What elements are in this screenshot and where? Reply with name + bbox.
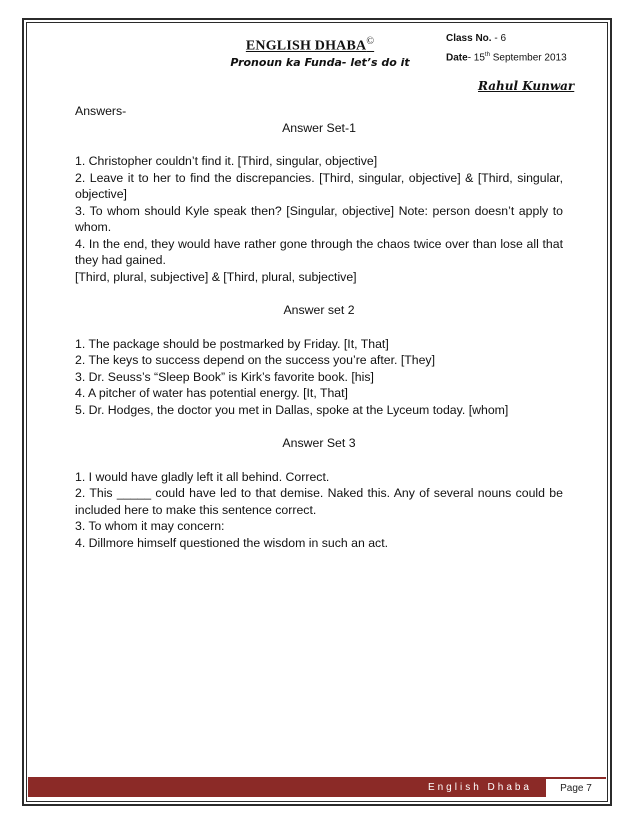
set2-line: 3. Dr. Seuss’s “Sleep Book” is Kirk’s favorite book. [his] (75, 369, 374, 384)
set2-line: 5. Dr. Hodges, the doctor you met in Dallas, spoke at the Lyceum today. [whom] (75, 402, 509, 417)
document-subtitle: Pronoun ka Funda- let’s do it (230, 56, 410, 69)
set2-line: 1. The package should be postmarked by Friday. [It, That] (75, 336, 389, 351)
set3-line: 2. This _____ could have led to that demise. Naked this. Any of several nouns could be included here to make this sentence correct. (75, 486, 563, 517)
set3-line: 4. Dillmore himself questioned the wisdom in such an act. (75, 535, 389, 550)
set1-line: 1. Christopher couldn’t find it. [Third, singular, objective] (75, 154, 378, 168)
class-label: Class No. (446, 33, 492, 44)
date-line (446, 47, 567, 66)
document-title (210, 36, 410, 55)
page-footer (28, 777, 606, 797)
set1-line: 4. In the end, they would have rather gone through the chaos twice over than lose all that they had gained. (75, 236, 563, 267)
date-suffix: th (484, 52, 490, 58)
title-text: ENGLISH DHABA (245, 38, 367, 54)
class-line (446, 30, 567, 47)
page-number: Page 7 (546, 777, 606, 797)
set1-title: Answer Set-1 (282, 120, 356, 135)
set2-line: 2. The keys to success depend on the success you’re after. [They] (75, 353, 435, 367)
answers-label: Answers- (75, 104, 127, 118)
author-name: Rahul Kunwar (478, 79, 575, 93)
class-value: - 6 (491, 33, 507, 44)
set3-title: Answer Set 3 (282, 436, 356, 450)
set1-line: 3. To whom should Kyle speak then? [Singular, objective] Note: person doesn’t apply to whom. (75, 203, 563, 234)
footer-brand: English Dhaba (28, 777, 546, 797)
set1-line: 2. Leave it to her to find the discrepancies. [Third, singular, objective] & [Third, singular, objective] (75, 170, 563, 201)
set2-line: 4. A pitcher of water has potential energy. [It, That] (75, 386, 348, 400)
answers-content (75, 103, 563, 551)
set1-line: [Third, plural, subjective] & [Third, plural, subjective] (75, 269, 357, 284)
date-label: Date (446, 52, 468, 64)
date-day: - 15 (467, 52, 485, 64)
date-rest: September 2013 (489, 52, 567, 64)
set3-line: 3. To whom it may concern: (75, 519, 225, 533)
set3-line: 1. I would have gladly left it all behind. Correct. (75, 469, 330, 484)
class-date-block (446, 30, 567, 66)
set2-title: Answer set 2 (283, 303, 355, 317)
copyright-mark: © (366, 36, 375, 47)
